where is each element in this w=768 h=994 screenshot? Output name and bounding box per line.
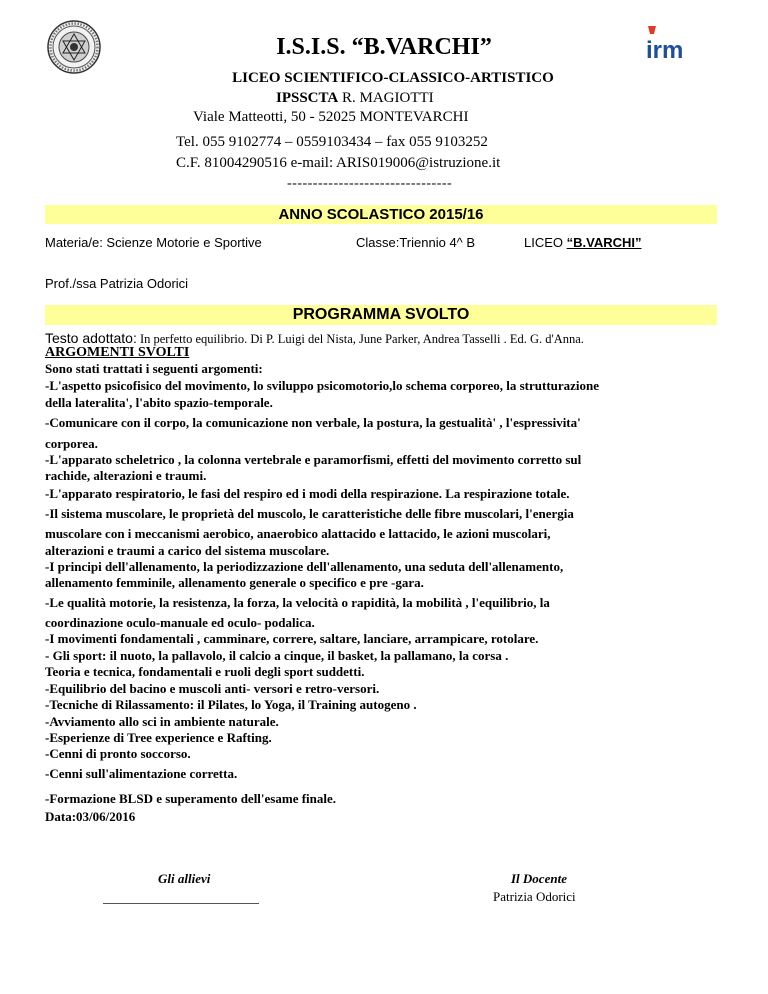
testo-adottato-label: Testo adottato:	[45, 330, 137, 346]
liceo-prefix: LICEO	[524, 235, 567, 250]
allievi-signature-line	[103, 903, 259, 904]
program-line: muscolare con i meccanismi aerobico, anaerobico alattacido e lattacido, le azioni muscolari,	[45, 526, 551, 541]
materia-label: Materia/e: Scienze Motorie e Sportive	[45, 235, 262, 250]
program-line: Teoria e tecnica, fondamentali e ruoli degli sport suddetti.	[45, 664, 365, 679]
header-divider: --------------------------------	[287, 176, 453, 191]
school-address: Viale Matteotti, 50 - 52025 MONTEVARCHI	[193, 109, 469, 125]
docente-label: Il Docente	[511, 871, 567, 886]
classe-label: Classe:Triennio 4^ B	[356, 235, 476, 250]
program-line: -Cenni sull'alimentazione corretta.	[45, 766, 238, 781]
program-line: -I principi dell'allenamento, la periodizzazione dell'allenamento, una seduta dell'allenamento,	[45, 559, 564, 574]
liceo-name: “B.VARCHI”	[566, 235, 642, 250]
ipssc-name: IPSSCTA	[276, 90, 339, 106]
program-line: -L'apparato scheletrico , la colonna vertebrale e paramorfismi, effetti del movimento corretto sul	[45, 452, 582, 467]
program-line: -Comunicare con il corpo, la comunicazione non verbale, la postura, la gestualità' , l'espressivita'	[45, 415, 581, 430]
program-line: Sono stati trattati i seguenti argomenti:	[45, 361, 263, 376]
liceo-label	[524, 235, 642, 250]
school-subtitle: LICEO SCIENTIFICO-CLASSICO-ARTISTICO	[232, 70, 554, 86]
school-phone: Tel. 055 9102774 – 0559103434 – fax 055 9103252	[176, 134, 488, 150]
testo-adottato-value: In perfetto equilibrio. Di P. Luigi del Nista, June Parker, Andrea Tasselli . Ed. G. d'Anna.	[136, 332, 584, 346]
programma-svolto-bar	[45, 305, 717, 325]
irm-logo-text: irm	[646, 37, 684, 64]
program-line: -Esperienze di Tree experience e Rafting.	[45, 730, 272, 745]
program-line: -L'aspetto psicofisico del movimento, lo sviluppo psicomotorio,lo schema corporeo, la strutturazione	[45, 378, 600, 393]
program-line: corporea.	[45, 436, 98, 451]
ipssc-line	[276, 90, 434, 107]
school-title: I.S.I.S. “B.VARCHI”	[276, 34, 492, 60]
program-line: coordinazione oculo-manuale ed oculo- podalica.	[45, 615, 315, 630]
anno-scolastico-bar	[45, 205, 717, 224]
program-line: -I movimenti fondamentali , camminare, correre, saltare, lanciare, arrampicare, rotolare.	[45, 631, 539, 646]
program-line: -Cenni di pronto soccorso.	[45, 746, 191, 761]
professor-name: Prof./ssa Patrizia Odorici	[45, 276, 189, 291]
anno-scolastico-text: ANNO SCOLASTICO 2015/16	[278, 206, 484, 223]
program-line: -Equilibrio del bacino e muscoli anti- versori e retro-versori.	[45, 681, 380, 696]
program-line: -Formazione BLSD e superamento dell'esame finale.	[45, 791, 337, 806]
program-line: della lateralita', l'abito spazio-temporale.	[45, 395, 273, 410]
program-line: - Gli sport: il nuoto, la pallavolo, il calcio a cinque, il basket, la pallamano, la corsa .	[45, 648, 509, 663]
allievi-label: Gli allievi	[158, 871, 211, 886]
program-line: -Avviamento allo sci in ambiente naturale.	[45, 714, 279, 729]
program-date: Data:03/06/2016	[45, 809, 136, 824]
program-line: -L'apparato respiratorio, le fasi del respiro ed i modi della respirazione. La respirazione totale.	[45, 486, 570, 501]
school-fiscal-email: C.F. 81004290516 e-mail: ARIS019006@istruzione.it	[176, 155, 501, 171]
program-line: -Le qualità motorie, la resistenza, la forza, la velocità o rapidità, la mobilità , l'equilibrio, la	[45, 595, 550, 610]
program-line: -Tecniche di Rilassamento: il Pilates, lo Yoga, il Training autogeno .	[45, 697, 417, 712]
ipssc-rest: R. MAGIOTTI	[338, 90, 434, 106]
programma-svolto-title: PROGRAMMA SVOLTO	[292, 306, 470, 323]
program-line: alterazioni e traumi a carico del sistema muscolare.	[45, 543, 330, 558]
program-line: -Il sistema muscolare, le proprietà del muscolo, le caratteristiche delle fibre muscolari, l'energia	[45, 506, 574, 521]
program-line: allenamento femminile, allenamento generale o specifico e pre -gara.	[45, 575, 424, 590]
docente-name: Patrizia Odorici	[493, 889, 576, 904]
program-line: rachide, alterazioni e traumi.	[45, 468, 207, 483]
argomenti-heading: ARGOMENTI SVOLTI	[45, 345, 190, 360]
